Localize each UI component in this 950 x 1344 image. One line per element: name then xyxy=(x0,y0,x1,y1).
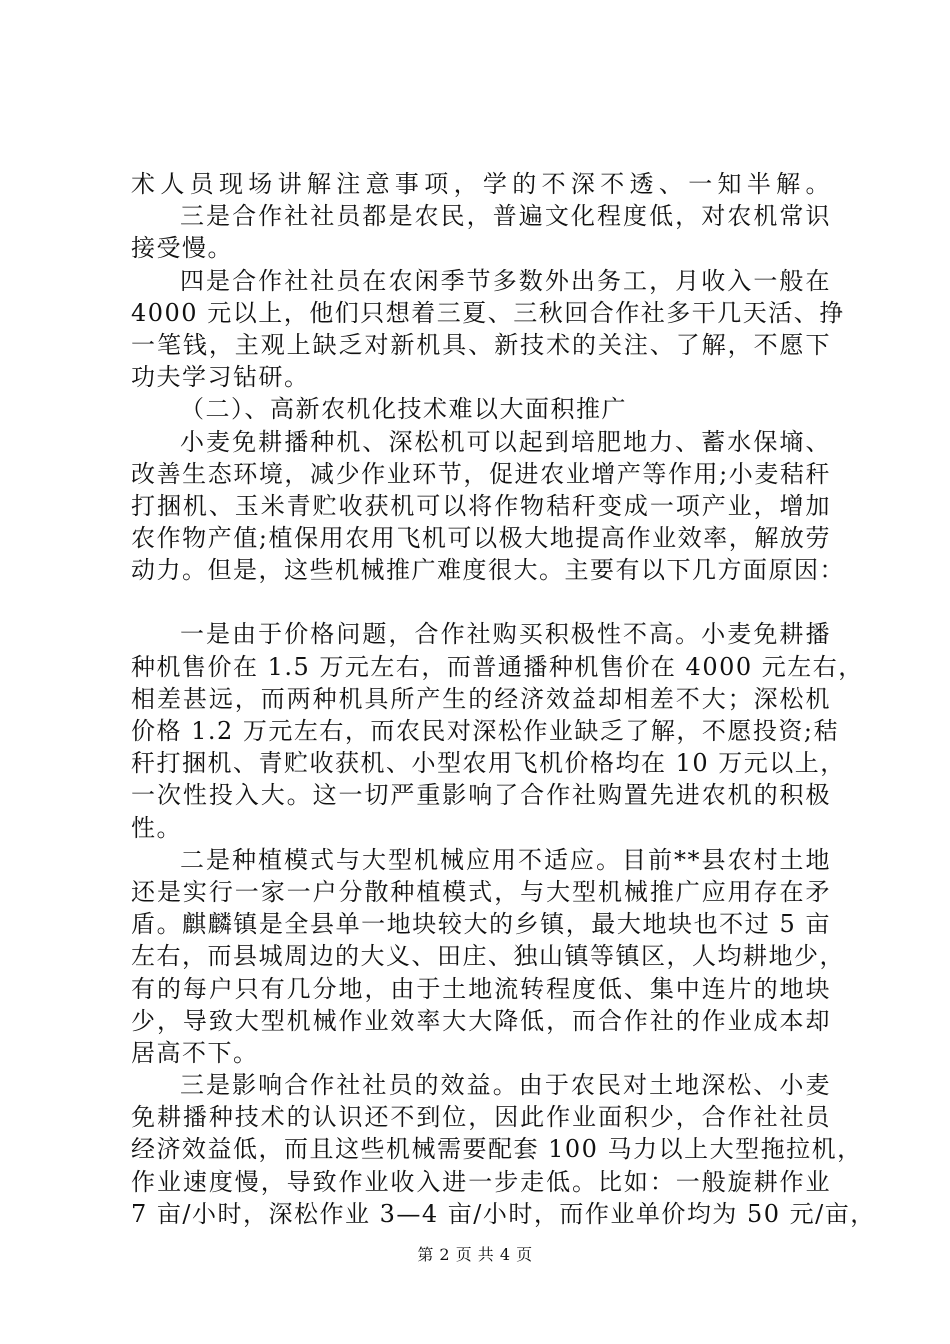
paragraph-start-line: 三是影响合作社社员的效益。由于农民对土地深松、小麦 xyxy=(180,1071,831,1100)
text-line: 作业速度慢，导致作业收入进一步走低。比如：一般旋耕作业 xyxy=(131,1167,831,1196)
text-line: 盾。麒麟镇是全县单一地块较大的乡镇，最大地块也不过 5 亩 xyxy=(131,910,831,939)
paragraph-start-line: 小麦免耕播种机、深松机可以起到培肥地力、蓄水保墒、 xyxy=(180,427,831,456)
paragraph-end-line: 居高不下。 xyxy=(131,1038,259,1067)
text-line: 有的每户只有几分地，由于土地流转程度低、集中连片的地块 xyxy=(131,974,831,1003)
paragraph-start-line: 三是合作社社员都是农民，普遍文化程度低，对农机常识 xyxy=(180,202,831,231)
page-number: 第 2 页 共 4 页 xyxy=(417,1245,533,1264)
blank-line xyxy=(131,586,831,618)
text-line: 秆打捆机、青贮收获机、小型农用飞机价格均在 10 万元以上， xyxy=(131,749,846,778)
paragraph-end-line: 功夫学习钻研。 xyxy=(131,363,310,392)
text-line: 打捆机、玉米青贮收获机可以将作物秸秆变成一项产业，增加 xyxy=(131,491,831,520)
paragraph-start-line: 一是由于价格问题，合作社购买积极性不高。小麦免耕播 xyxy=(180,620,831,649)
text-line: 一次性投入大。这一切严重影响了合作社购置先进农机的积极 xyxy=(131,781,831,810)
text-line: 免耕播种技术的认识还不到位，因此作业面积少，合作社社员 xyxy=(131,1103,831,1132)
paragraph-end-line: 性。 xyxy=(131,813,182,842)
paragraph-start-line: 二是种植模式与大型机械应用不适应。目前**县农村土地 xyxy=(180,845,831,874)
text-line: 少，导致大型机械作业效率大大降低，而合作社的作业成本却 xyxy=(131,1006,831,1035)
page-footer xyxy=(0,1242,950,1265)
text-line: 一笔钱，主观上缺乏对新机具、新技术的关注、了解，不愿下 xyxy=(131,330,831,359)
text-line: 还是实行一家一户分散种植模式，与大型机械推广应用存在矛 xyxy=(131,877,831,906)
section-heading: （二）、高新农机化技术难以大面积推广 xyxy=(180,395,627,424)
text-line: 经济效益低，而且这些机械需要配套 100 马力以上大型拖拉机， xyxy=(131,1135,863,1164)
paragraph-start-line: 四是合作社社员在农闲季节多数外出务工，月收入一般在 xyxy=(180,266,831,295)
text-line: 术人员现场讲解注意事项，学的不深不透、一知半解。 xyxy=(131,170,831,198)
text-line: 4000 元以上，他们只想着三夏、三秋回合作社多干几天活、挣 xyxy=(131,298,845,327)
paragraph-end-line: 接受慢。 xyxy=(131,234,233,263)
document-body xyxy=(131,168,876,1230)
text-line: 改善生态环境，减少作业环节，促进农业增产等作用;小麦秸秆 xyxy=(131,459,831,488)
text-line: 农作物产值;植保用农用飞机可以极大地提高作业效率，解放劳 xyxy=(131,524,831,553)
text-line: 种机售价在 1.5 万元左右，而普通播种机售价在 4000 元左右， xyxy=(131,652,864,681)
paragraph-end-line: 动力。但是，这些机械推广难度很大。主要有以下几方面原因： xyxy=(131,556,845,585)
text-line: 价格 1.2 万元左右，而农民对深松作业缺乏了解，不愿投资;秸 xyxy=(131,717,840,745)
text-line: 7 亩/小时，深松作业 3—4 亩/小时，而作业单价均为 50 元/亩， xyxy=(131,1199,876,1228)
text-line: 相差甚远，而两种机具所产生的经济效益却相差不大；深松机 xyxy=(131,684,831,713)
text-line: 左右，而县城周边的大义、田庄、独山镇等镇区，人均耕地少， xyxy=(131,942,845,971)
